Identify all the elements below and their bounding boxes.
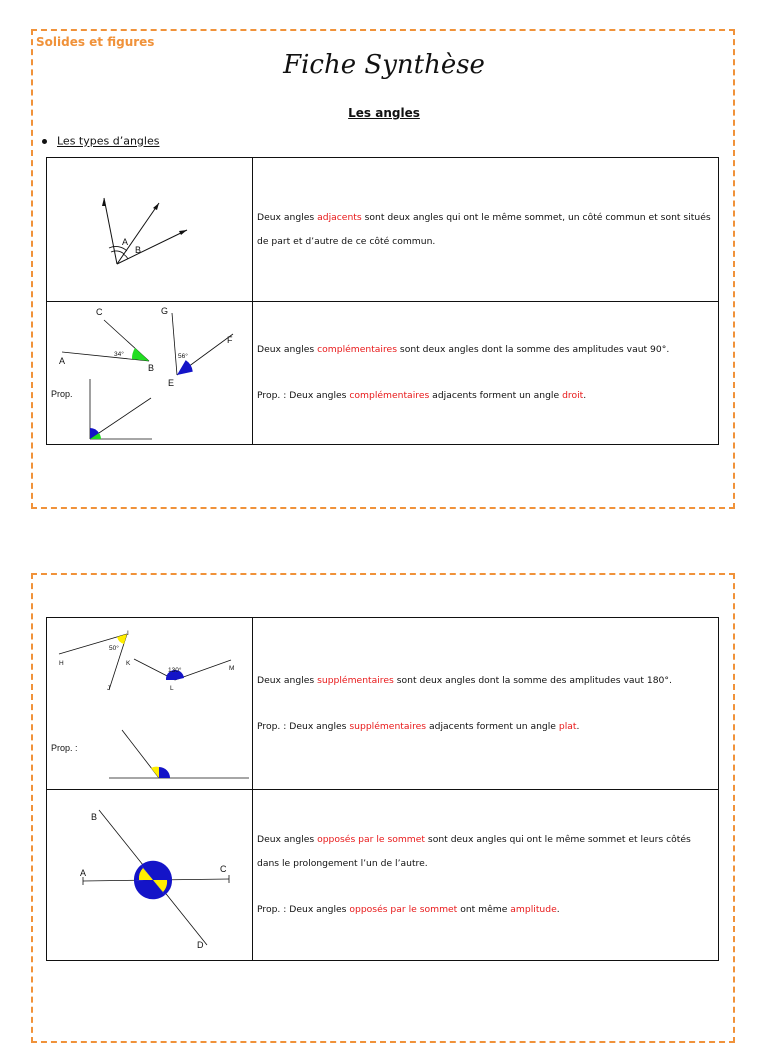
definition-complementaires: Deux angles complémentaires sont deux angles dont la somme des amplitudes vaut 90°. xyxy=(257,344,670,355)
term-supplementaires: supplémentaires xyxy=(317,674,394,686)
label-b: B xyxy=(135,245,142,255)
property-supplementaires: Prop. : Deux angles supplémentaires adjacents forment un angle plat. xyxy=(257,720,580,732)
term-adjacents: adjacents xyxy=(317,211,362,223)
label-c-opp: C xyxy=(220,864,227,874)
label-h: H xyxy=(59,660,64,667)
property-opposes: Prop. : Deux angles opposés par le sommet ont même amplitude. xyxy=(257,904,560,915)
bullet-heading xyxy=(42,134,159,148)
label-c: C xyxy=(96,307,103,317)
table-row-complementaires xyxy=(47,302,719,445)
angle-56: 56° xyxy=(178,353,188,360)
label-i: I xyxy=(127,630,129,637)
label-a-comp: A xyxy=(59,356,66,366)
label-m: M xyxy=(229,665,235,672)
angle-34: 34° xyxy=(114,351,124,358)
figure-cell-adjacents xyxy=(47,158,253,302)
bullet-text: Les types d’angles xyxy=(57,134,160,148)
angle-50: 50° xyxy=(109,645,119,652)
category-label: Solides et figures xyxy=(36,35,155,49)
complementary-angles-figure xyxy=(47,302,252,444)
label-a-opp: A xyxy=(80,868,87,878)
text-cell-opposes xyxy=(253,790,719,961)
label-b-opp: B xyxy=(91,812,98,822)
label-g: G xyxy=(161,306,169,316)
angles-table-2 xyxy=(46,617,719,961)
definition-supplementaires: Deux angles supplémentaires sont deux angles dont la somme des amplitudes vaut 180°. xyxy=(257,674,672,686)
label-k: K xyxy=(126,660,131,667)
adjacent-angles-figure xyxy=(47,158,252,301)
figure-cell-supplementaires xyxy=(47,618,253,790)
table-row-supplementaires xyxy=(47,618,719,790)
table-row-adjacents xyxy=(47,158,719,302)
vertical-angles-figure xyxy=(47,790,252,960)
page-title: Fiche Synthèse xyxy=(283,50,485,80)
supplementary-angles-figure xyxy=(47,618,252,789)
angle-130: 130° xyxy=(168,667,182,674)
bullet-icon xyxy=(42,139,47,144)
definition-opposes: Deux angles opposés par le sommet sont deux angles qui ont le même sommet et leurs côtés dans le prolongement l’un de l’autre. xyxy=(257,834,691,869)
label-b-comp: B xyxy=(148,363,155,373)
prop-label-supp: Prop. : xyxy=(51,743,78,753)
term-complementaires: complémentaires xyxy=(317,344,397,355)
text-cell-adjacents xyxy=(253,158,719,302)
text-cell-supplementaires xyxy=(253,618,719,790)
label-d-opp: D xyxy=(197,940,204,950)
term-opposes: opposés par le sommet xyxy=(317,834,426,845)
table-row-opposes xyxy=(47,790,719,961)
label-a: A xyxy=(122,237,129,247)
label-f: F xyxy=(227,335,233,345)
label-e: E xyxy=(168,378,175,388)
label-l: L xyxy=(170,685,174,692)
figure-cell-complementaires xyxy=(47,302,253,445)
property-complementaires: Prop. : Deux angles complémentaires adjacents forment un angle droit. xyxy=(257,390,587,401)
definition-adjacents: Deux angles adjacents sont deux angles qui ont le même sommet, un côté commun et sont situés de part et d’autre de ce côté commun. xyxy=(257,211,711,247)
text-cell-complementaires xyxy=(253,302,719,445)
prop-label-comp: Prop. xyxy=(51,389,73,399)
label-j: J xyxy=(107,685,111,692)
figure-cell-opposes xyxy=(47,790,253,961)
section-title: Les angles xyxy=(348,106,420,120)
angles-table-1 xyxy=(46,157,719,445)
